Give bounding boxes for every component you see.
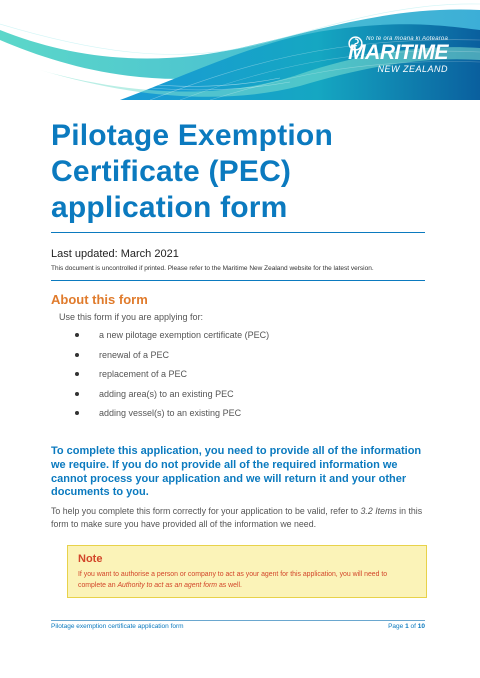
divider-top bbox=[51, 232, 425, 233]
page-total: 10 bbox=[417, 623, 425, 630]
about-intro: Use this form if you are applying for: bbox=[59, 312, 204, 322]
list-item: replacement of a PEC bbox=[75, 368, 269, 388]
note-title: Note bbox=[78, 553, 103, 565]
page-indicator bbox=[388, 623, 425, 630]
divider-bottom bbox=[51, 280, 425, 281]
page-label: Page bbox=[388, 623, 406, 630]
logo-tagline: Nō te ora moana ki Aotearoa bbox=[366, 36, 448, 42]
help-text-before: To help you complete this form correctly for your application to be valid, refer to bbox=[51, 506, 361, 516]
footer-divider bbox=[51, 620, 425, 621]
note-box bbox=[67, 545, 427, 598]
last-updated: Last updated: March 2021 bbox=[51, 248, 179, 260]
about-heading: About this form bbox=[51, 292, 148, 307]
requirements-notice: To complete this application, you need to provide all of the information we require. If you do not provide all of the required information we cannot process your application and we will return it and your other documents to you. bbox=[51, 445, 422, 499]
logo-subtitle: NEW ZEALAND bbox=[377, 64, 448, 74]
list-item: renewal of a PEC bbox=[75, 349, 269, 369]
uncontrolled-note: This document is uncontrolled if printed. Please refer to the Maritime New Zealand website for the latest version. bbox=[51, 265, 374, 272]
items-section-reference: 3.2 Items bbox=[360, 506, 397, 516]
header-banner bbox=[0, 0, 480, 100]
logo-brand: MARITIME bbox=[348, 41, 448, 64]
note-text-after: as well. bbox=[217, 581, 242, 589]
application-type-list bbox=[75, 329, 269, 427]
maritime-nz-logo bbox=[348, 36, 448, 74]
page-number: 1 bbox=[405, 623, 409, 630]
page-of-label: of bbox=[408, 623, 418, 630]
logo-brand-row bbox=[348, 43, 448, 63]
koru-icon bbox=[348, 36, 363, 51]
footer-document-name: Pilotage exemption certificate application form bbox=[51, 623, 184, 630]
list-item: adding area(s) to an existing PEC bbox=[75, 388, 269, 408]
help-paragraph bbox=[51, 505, 431, 530]
title-line-1: Pilotage Exemption bbox=[51, 119, 333, 152]
help-text-after: in this form to make sure you have provided all of the information we need. bbox=[51, 506, 423, 529]
agent-form-reference: Authority to act as an agent form bbox=[117, 581, 218, 589]
list-item: a new pilotage exemption certificate (PEC) bbox=[75, 329, 269, 349]
title-line-2: Certificate (PEC) bbox=[51, 155, 292, 188]
title-line-3: application form bbox=[51, 191, 288, 224]
document-title bbox=[51, 118, 451, 226]
list-item: adding vessel(s) to an existing PEC bbox=[75, 407, 269, 427]
note-text bbox=[78, 570, 416, 591]
note-text-before: If you want to authorise a person or company to act as your agent for this application, you will need to complete an bbox=[78, 571, 388, 589]
